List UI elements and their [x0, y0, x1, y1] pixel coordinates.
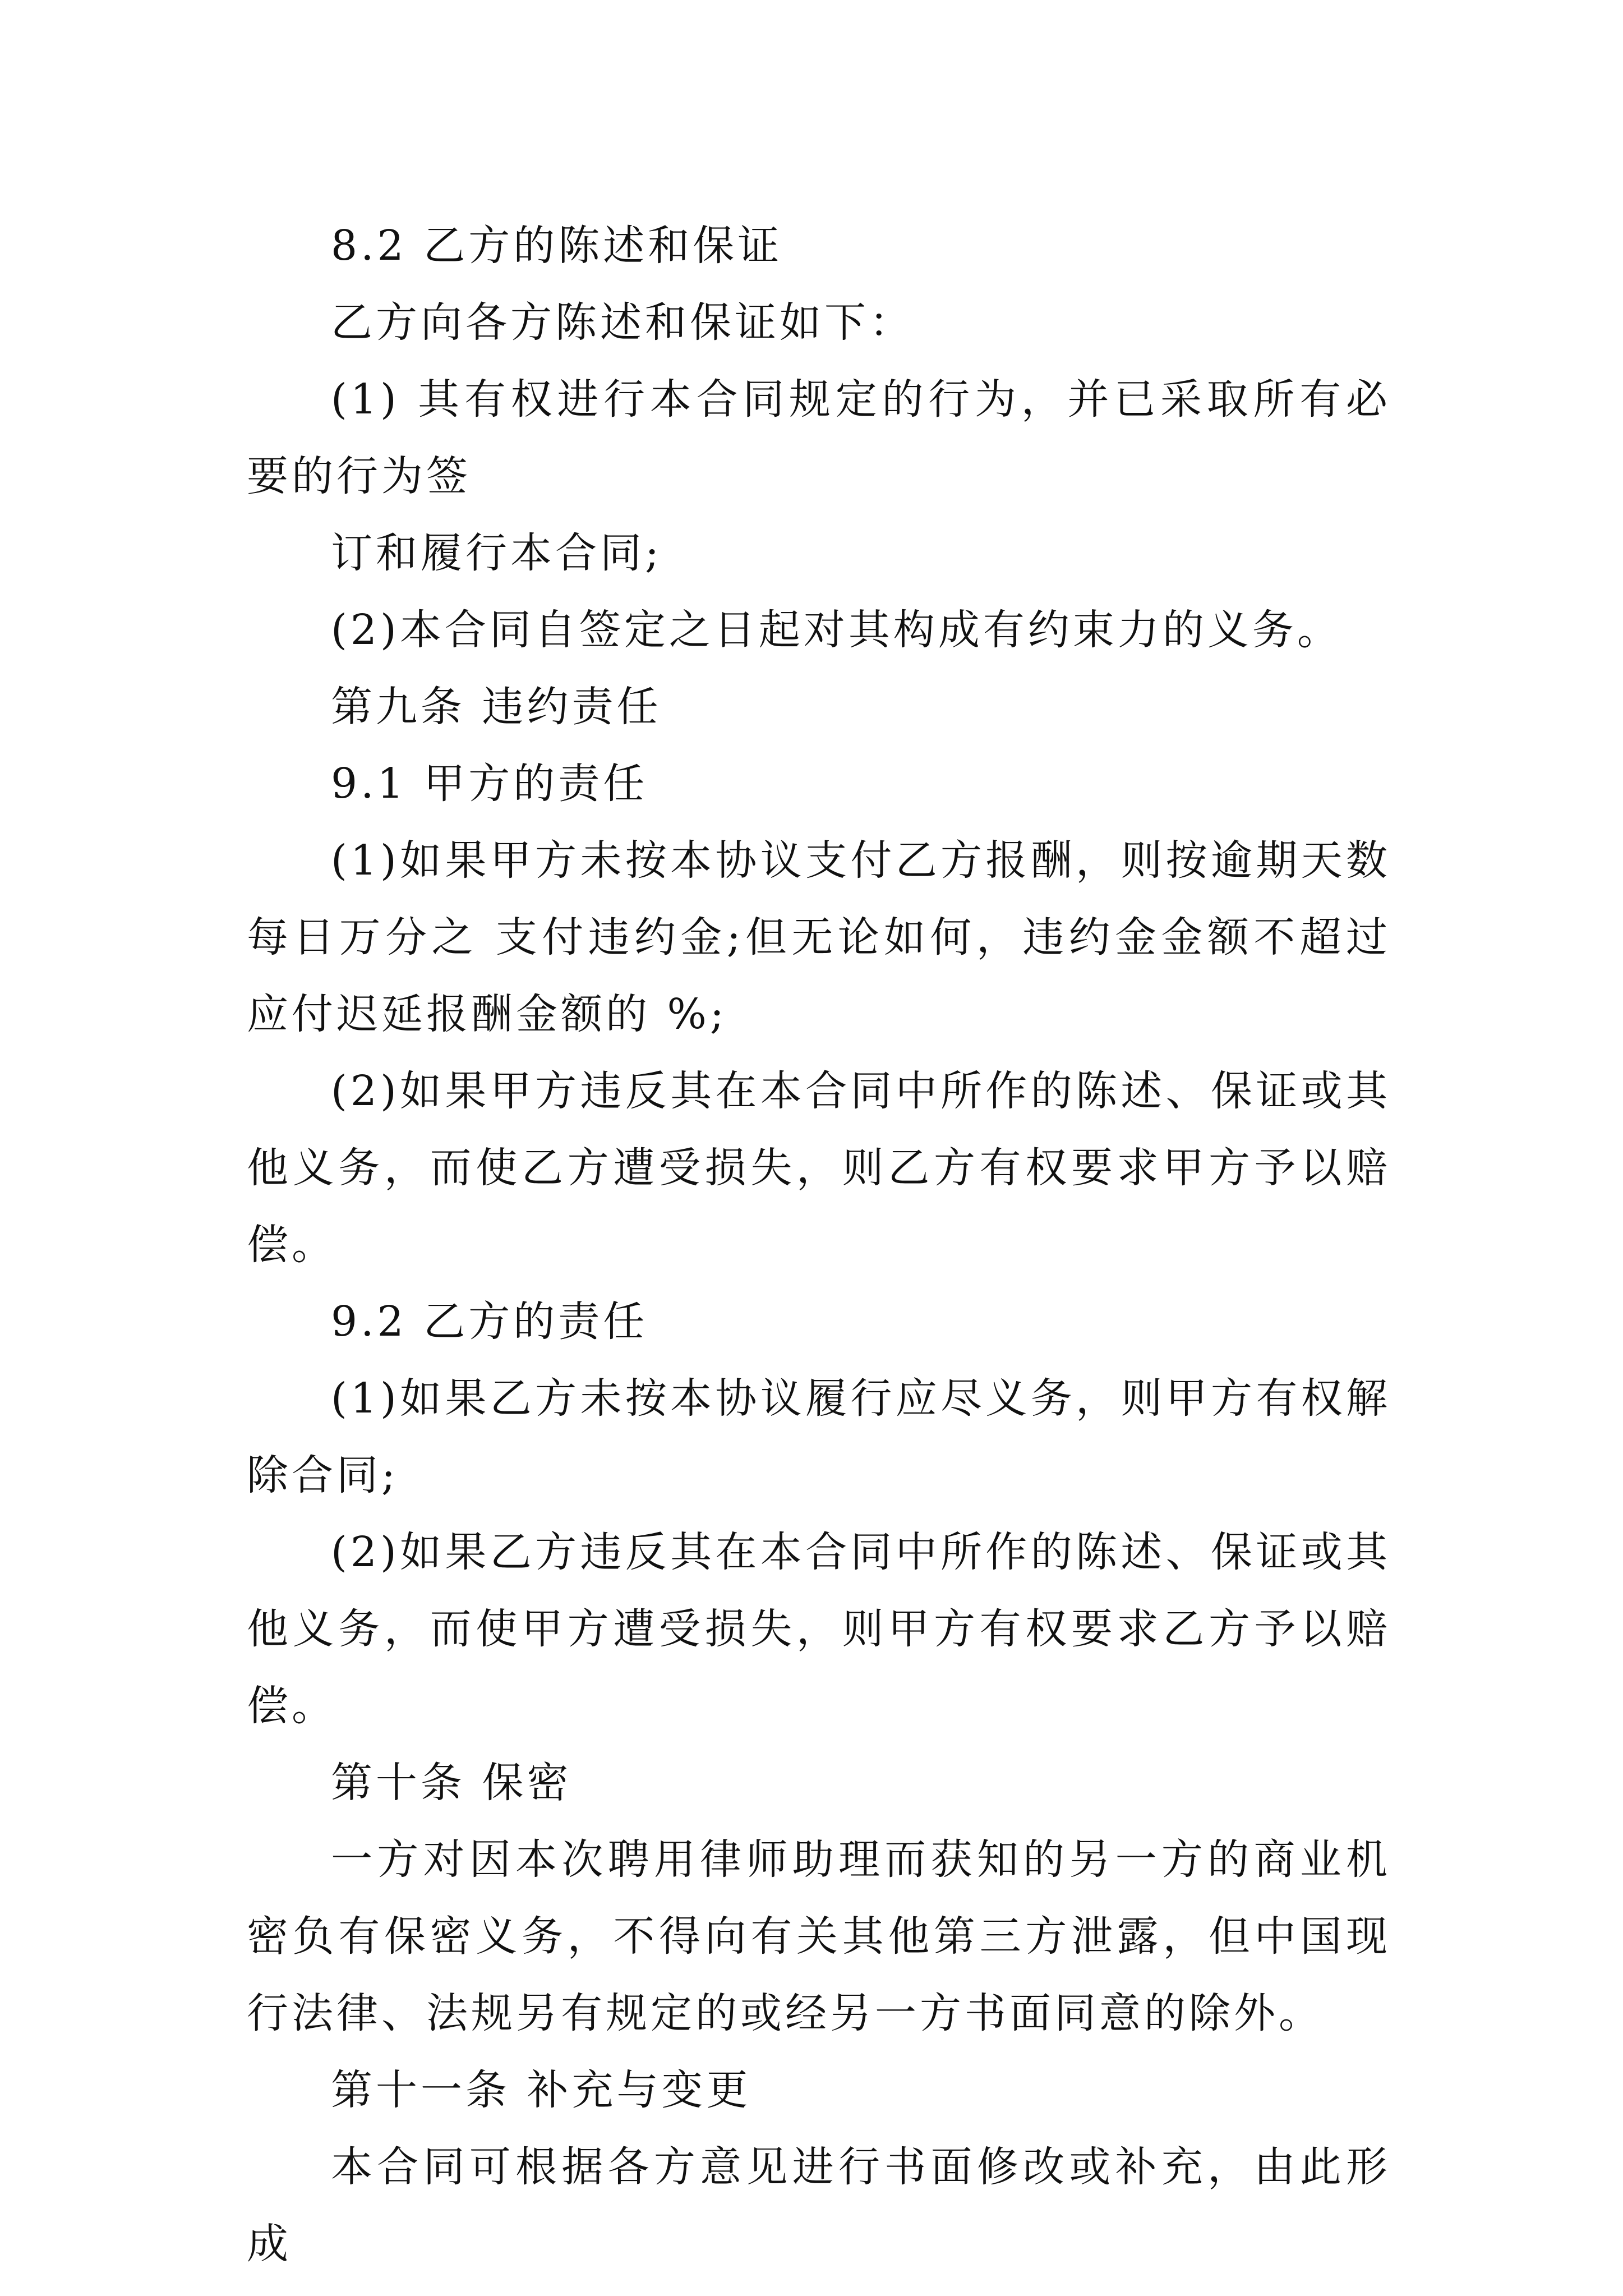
section-heading-9-2: 9.2 乙方的责任 [331, 1297, 648, 1346]
paragraph: 本合同可根据各方意见进行书面修改或补充，由此形成 [247, 2143, 1391, 2268]
list-item: (1)如果乙方未按本协议履行应尽义务，则甲方有权解除合同; [247, 1374, 1391, 1499]
list-item: (1)如果甲方未按本协议支付乙方报酬，则按逾期天数每日万分之 支付违约金;但无论如何，违约金金额不超过应付迟延报酬金额的 %; [247, 836, 1391, 1038]
list-item: (2)如果甲方违反其在本合同中所作的陈述、保证或其他义务，而使乙方遭受损失，则乙方有权要求甲方予以赔偿。 [247, 1067, 1391, 1269]
article-heading-11: 第十一条 补充与变更 [331, 2066, 751, 2114]
article-heading-9: 第九条 违约责任 [331, 683, 662, 731]
paragraph: 乙方向各方陈述和保证如下： [331, 298, 914, 347]
paragraph: 一方对因本次聘用律师助理而获知的另一方的商业机密负有保密义务，不得向有关其他第三方泄露，但中国现行法律、法规另有规定的或经另一方书面同意的除外。 [247, 1835, 1391, 2037]
article-heading-10: 第十条 保密 [331, 1759, 572, 1807]
document-body [247, 208, 1391, 2283]
section-heading-8-2: 8.2 乙方的陈述和保证 [331, 222, 783, 270]
list-item: (1) 其有权进行本合同规定的行为，并已采取所有必要的行为签 [247, 375, 1391, 500]
list-item: (2)如果乙方违反其在本合同中所作的陈述、保证或其他义务，而使甲方遭受损失，则甲方有权要求乙方予以赔偿。 [247, 1528, 1391, 1730]
paragraph: 订和履行本合同; [331, 529, 662, 577]
list-item: (2)本合同自签定之日起对其构成有约束力的义务。 [331, 606, 1342, 654]
section-heading-9-1: 9.1 甲方的责任 [331, 760, 648, 808]
